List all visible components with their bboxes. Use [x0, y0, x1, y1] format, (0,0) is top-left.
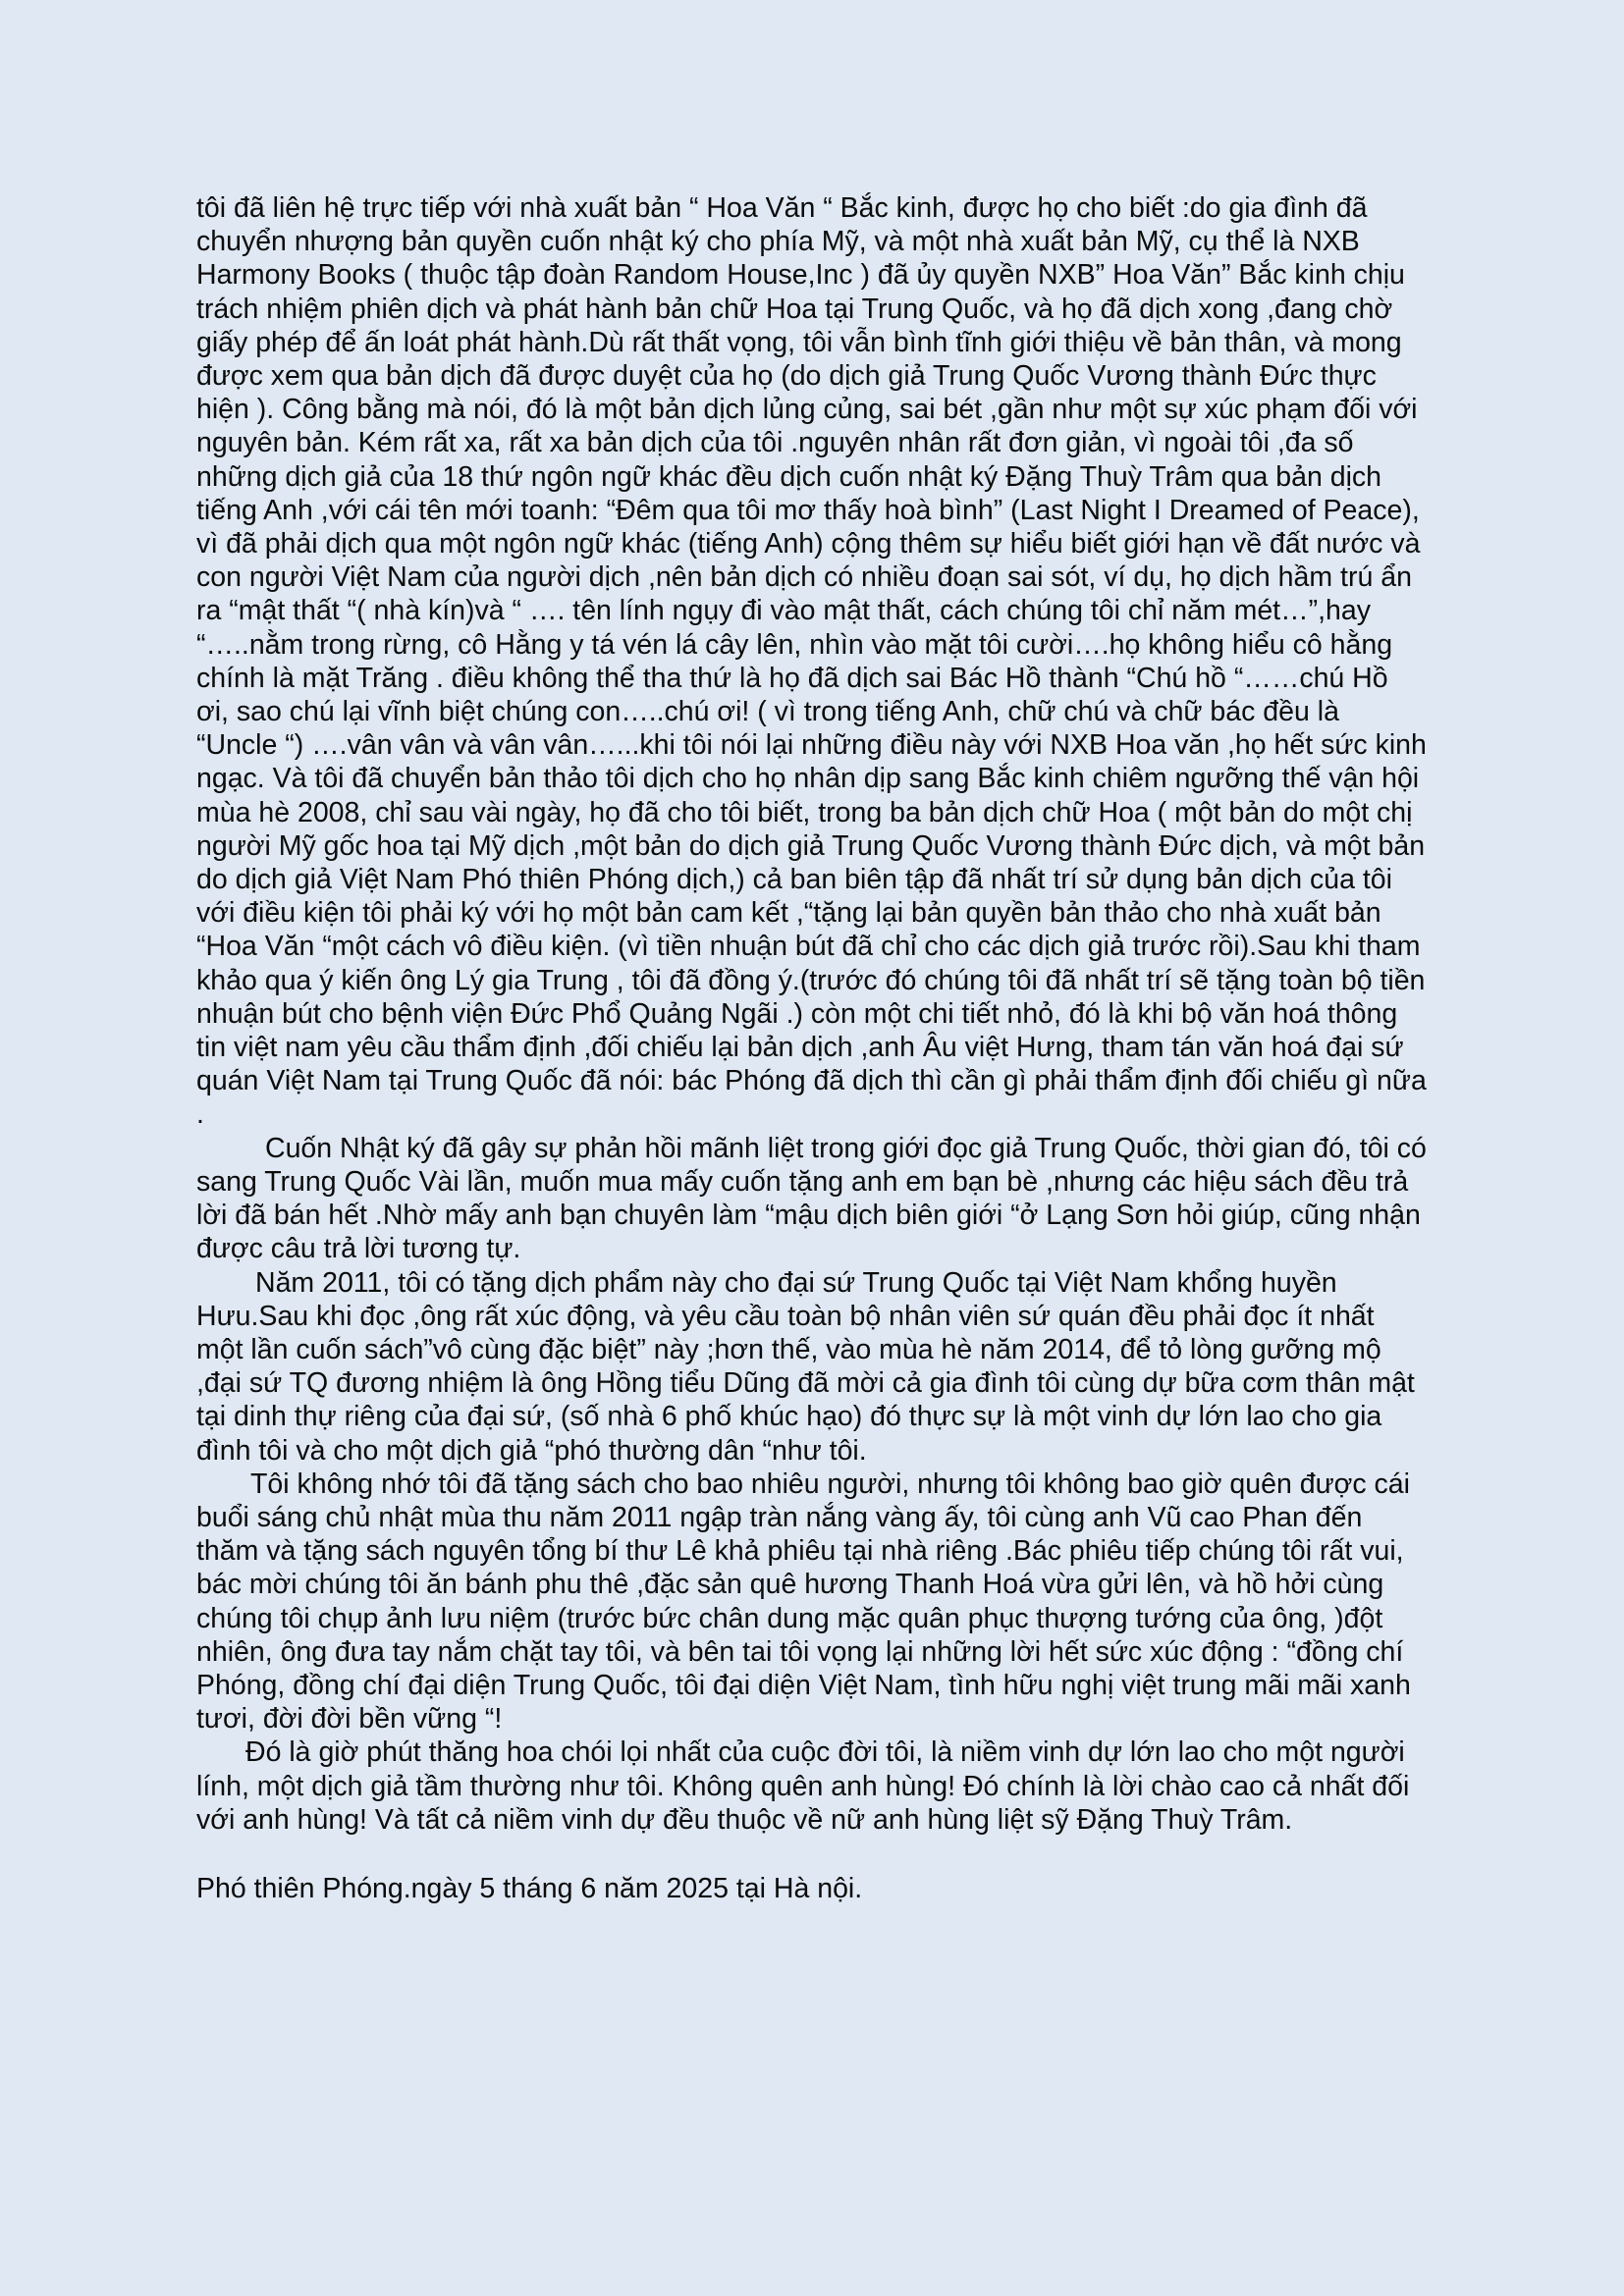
paragraph-translation-story: tôi đã liên hệ trực tiếp với nhà xuất bản “ Hoa Văn “ Bắc kinh, được họ cho biết :do gia đình đã chuyển nhượng bản quyền cuốn nhật ký cho phía Mỹ, và một nhà xuất bản Mỹ, cụ thể là NXB Harmony Books ( thuộc tập đoàn Random House,Inc ) đã ủy quyền NXB” Hoa Văn” Bắc kinh chịu trách nhiệm phiên dịch và phát hành bản chữ Hoa tại Trung Quốc, và họ đã dịch xong ,đang chờ giấy phép để ấn loát phát hành.Dù rất thất vọng, tôi vẫn bình tĩnh giới thiệu về bản thân, và mong được xem qua bản dịch đã được duyệt của họ (do dịch giả Trung Quốc Vương thành Đức thực hiện ). Công bằng mà nói, đó là một bản dịch lủng củng, sai bét ,gần như một sự xúc phạm đối với nguyên bản. Kém rất xa, rất xa bản dịch của tôi .nguyên nhân rất đơn giản, vì ngoài tôi ,đa số những dịch giả của 18 thứ ngôn ngữ khác đều dịch cuốn nhật ký Đặng Thuỳ Trâm qua bản dịch tiếng Anh ,với cái tên mới toanh: “Đêm qua tôi mơ thấy hoà bình” (Last Night I Dreamed of Peace), vì đã phải dịch qua một ngôn ngữ khác (tiếng Anh) cộng thêm sự hiểu biết giới hạn về đất nước và con người Việt Nam của người dịch ,nên bản dịch có nhiều đoạn sai sót, ví dụ, họ dịch hầm trú ẩn ra “mật thất “( nhà kín)và “ …. tên lính ngụy đi vào mật thất, cách chúng tôi chỉ năm mét…”,hay “…..nằm trong rừng, cô Hằng y tá vén lá cây lên, nhìn vào mặt tôi cười….họ không hiểu cô hằng chính là mặt Trăng . điều không thể tha thứ là họ đã dịch sai Bác Hồ thành “Chú hồ “……chú Hồ ơi, sao chú lại vĩnh biệt chúng con…..chú ơi! ( vì trong tiếng Anh, chữ chú và chữ bác đều là “Uncle “) ….vân vân và vân vân…...khi tôi nói lại những điều này với NXB Hoa văn ,họ hết sức kinh ngạc. Và tôi đã chuyển bản thảo tôi dịch cho họ nhân dịp sang Bắc kinh chiêm ngưỡng thế vận hội mùa hè 2008, chỉ sau vài ngày, họ đã cho tôi biết, trong ba bản dịch chữ Hoa ( một bản do một chị người Mỹ gốc hoa tại Mỹ dịch ,một bản do dịch giả Trung Quốc Vương thành Đức dịch, và một bản do dịch giả Việt Nam Phó thiên Phóng dịch,) cả ban biên tập đã nhất trí sử dụng bản dịch của tôi với điều kiện tôi phải ký với họ một bản cam kết ,“tặng lại bản quyền bản thảo cho nhà xuất bản “Hoa Văn “một cách vô điều kiện. (vì tiền nhuận bút đã chỉ cho các dịch giả trước rồi).Sau khi tham khảo qua ý kiến ông Lý gia Trung , tôi đã đồng ý.(trước đó chúng tôi đã nhất trí sẽ tặng toàn bộ tiền nhuận bút cho bệnh viện Đức Phổ Quảng Ngãi .) còn một chi tiết nhỏ, đó là khi bộ văn hoá thông tin việt nam yêu cầu thẩm định ,đối chiếu lại bản dịch ,anh Âu việt Hưng, tham tán văn hoá đại sứ quán Việt Nam tại Trung Quốc đã nói: bác Phóng đã dịch thì cần gì phải thẩm định đối chiếu gì nữa .: [196, 192, 1427, 1131]
paragraph-closing: Đó là giờ phút thăng hoa chói lọi nhất của cuộc đời tôi, là niềm vinh dự lớn lao cho một người lính, một dịch giả tầm thường như tôi. Không quên anh hùng! Đó chính là lời chào cao cả nhất đối với anh hùng! Và tất cả niềm vinh dự đều thuộc về nữ anh hùng liệt sỹ Đặng Thuỳ Trâm.: [196, 1736, 1410, 1836]
paragraph-ambassador: Năm 2011, tôi có tặng dịch phẩm này cho đại sứ Trung Quốc tại Việt Nam khổng huyền Hưu.Sau khi đọc ,ông rất xúc động, và yêu cầu toàn bộ nhân viên sứ quán đều phải đọc ít nhất một lần cuốn sách”vô cùng đặc biệt” này ;hơn thế, vào mùa hè năm 2014, để tỏ lòng gưỡng mộ ,đại sứ TQ đương nhiệm là ông Hồng tiểu Dũng đã mời cả gia đình tôi cùng dự bữa cơm thân mật tại dinh thự riêng của đại sứ, (số nhà 6 phố khúc hạo) đó thực sự là một vinh dự lớn lao cho gia đình tôi và cho một dịch giả “phó thường dân “như tôi.: [196, 1266, 1415, 1467]
paragraph-general-secretary: Tôi không nhớ tôi đã tặng sách cho bao nhiêu người, nhưng tôi không bao giờ quên được cái buổi sáng chủ nhật mùa thu năm 2011 ngập tràn nắng vàng ấy, tôi cùng anh Vũ cao Phan đến thăm và tặng sách nguyên tổng bí thư Lê khả phiêu tại nhà riêng .Bác phiêu tiếp chúng tôi rất vui, bác mời chúng tôi ăn bánh phu thê ,đặc sản quê hương Thanh Hoá vừa gửi lên, và hồ hởi cùng chúng tôi chụp ảnh lưu niệm (trước bức chân dung mặc quân phục thượng tướng của ông, )đột nhiên, ông đưa tay nắm chặt tay tôi, và bên tai tôi vọng lại những lời hết sức xúc động : “đồng chí Phóng, đồng chí đại diện Trung Quốc, tôi đại diện Việt Nam, tình hữu nghị việt trung mãi mãi xanh tươi, đời đời bền vững “!: [196, 1468, 1411, 1735]
document-body: [196, 191, 1428, 1837]
paragraph-reader-response: Cuốn Nhật ký đã gây sự phản hồi mãnh liệt trong giới đọc giả Trung Quốc, thời gian đó, tôi có sang Trung Quốc Vài lần, muốn mua mấy cuốn tặng anh em bạn bè ,nhưng các hiệu sách đều trả lời đã bán hết .Nhờ mấy anh bạn chuyên làm “mậu dịch biên giới “ở Lạng Sơn hỏi giúp, cũng nhận được câu trả lời tương tự.: [196, 1132, 1427, 1265]
signature-line: Phó thiên Phóng.ngày 5 tháng 6 năm 2025 tại Hà nội.: [196, 1872, 863, 1904]
paragraph-spacer: [196, 1837, 1428, 1872]
